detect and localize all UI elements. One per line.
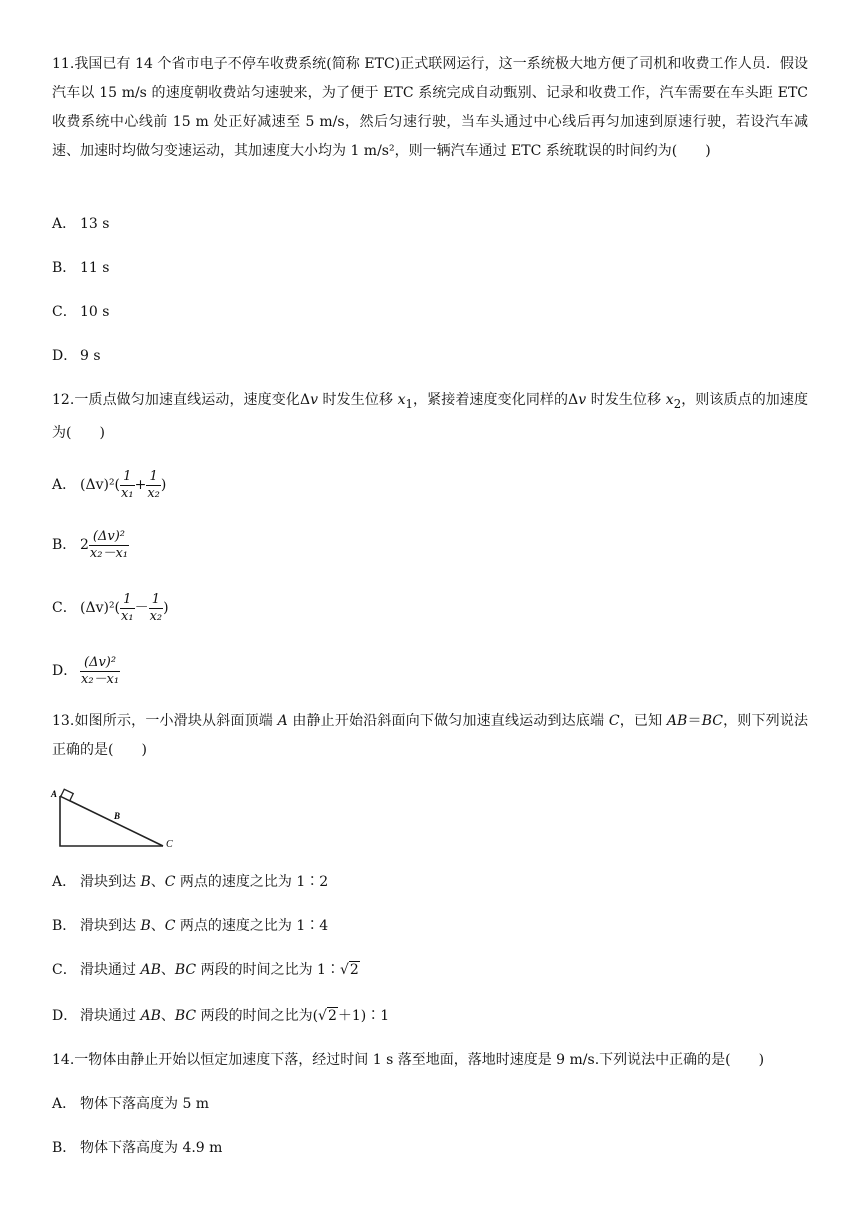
option-label: C． <box>52 600 77 617</box>
option-label: C． <box>52 304 77 320</box>
fraction <box>120 470 135 500</box>
option-label: B． <box>52 260 77 276</box>
option-text: 滑块通过 <box>80 962 141 978</box>
fraction-numerator: 1 <box>123 592 132 607</box>
stem-var-v: v <box>310 392 318 408</box>
question-12-option-a <box>52 470 166 500</box>
formula-operator: + <box>134 477 147 494</box>
option-text: 两点的速度之比为 1∶4 <box>175 918 329 934</box>
option-var: AB <box>140 1008 161 1024</box>
fraction-denominator: x₂ <box>149 608 163 624</box>
option-label: A． <box>52 477 77 494</box>
option-text: 物体下落高度为 4.9 m <box>80 1140 223 1156</box>
option-text: 、 <box>150 874 165 890</box>
question-11-option-b <box>52 257 109 279</box>
question-13-option-c <box>52 959 360 981</box>
option-text: 13 s <box>80 216 110 232</box>
stem-text: 12.一质点做匀加速直线运动，速度变化Δ <box>52 392 311 408</box>
radicand: 2 <box>349 962 359 978</box>
option-var: BC <box>174 1008 197 1024</box>
fraction-denominator: x₂ <box>147 485 160 501</box>
option-label: C． <box>52 962 77 978</box>
incline-figure <box>50 788 182 850</box>
question-11-option-d <box>52 345 101 367</box>
fraction-numerator: 1 <box>151 592 160 607</box>
fraction <box>149 593 164 623</box>
fraction <box>89 530 129 560</box>
option-text: 、 <box>160 962 175 978</box>
stem-text: 13.如图所示，一小滑块从斜面顶端 <box>52 713 278 729</box>
option-text: 滑块通过 <box>80 1008 141 1024</box>
stem-text: ，则该质点的加速度为( ) <box>52 392 809 441</box>
question-12-option-b <box>52 530 129 560</box>
option-var: AB <box>140 962 161 978</box>
slider-block <box>61 789 73 801</box>
stem-text: ，已知 <box>619 713 667 729</box>
formula-coefficient: 2 <box>80 537 89 554</box>
fraction-denominator: x₂－x₁ <box>81 671 120 687</box>
option-var: BC <box>174 962 197 978</box>
stem-segment-ab: AB <box>666 713 688 729</box>
question-13-stem <box>52 707 808 765</box>
question-11-option-a <box>52 213 109 235</box>
stem-segment-bc: BC <box>701 713 723 729</box>
option-text: 、 <box>160 1008 175 1024</box>
option-text: 10 s <box>80 304 110 320</box>
stem-point-a: A <box>277 713 288 729</box>
fraction-denominator: x₁ <box>121 608 134 624</box>
fraction-numerator: 1 <box>149 469 158 484</box>
option-text: 物体下落高度为 5 m <box>80 1096 210 1112</box>
figure-label-c: C <box>166 839 173 850</box>
question-11-stem: 11.我国已有 14 个省市电子不停车收费系统(简称 ETC)正式联网运行，这一系统极大地方便了司机和收费工作人员．假设汽车以 15 m/s 的速度朝收费站匀速驶来，为了便于 ETC 系统完成自动甄别、记录和收费工作，汽车需要在车头距 ETC 收费系统中心线前 15 m 处正好减速至 5 m/s，然后匀速行驶，当车头通过中心线后再匀加速到原速行驶，若设汽车减速、加速时均做匀变速运动，其加速度大小均为 1 m/s²，则一辆汽车通过 ETC 系统耽误的时间约为( ) <box>52 56 808 159</box>
option-label: D． <box>52 348 78 364</box>
fraction-numerator: (Δv)² <box>84 655 117 670</box>
radicand: 2 <box>327 1008 337 1024</box>
option-text: 两段的时间之比为( <box>196 1008 319 1024</box>
option-text: 11 s <box>80 260 110 276</box>
stem-sub: 1 <box>405 396 413 411</box>
fraction <box>80 656 120 686</box>
formula-prefix: (Δv)²( <box>80 477 121 494</box>
option-label: A． <box>52 216 77 232</box>
formula-operator: － <box>134 600 149 617</box>
question-13-option-b <box>52 915 328 937</box>
option-var: C <box>164 918 176 934</box>
stem-point-c: C <box>608 713 620 729</box>
sqrt-expression <box>340 959 360 981</box>
option-text: ＋1)∶1 <box>337 1008 390 1024</box>
figure-label-a: A <box>51 789 58 799</box>
stem-var-x2: x <box>665 392 674 408</box>
question-14-option-a <box>52 1093 209 1115</box>
option-text: 、 <box>150 918 165 934</box>
fraction <box>120 593 135 623</box>
stem-var-x1: x <box>397 392 406 408</box>
option-text: 两点的速度之比为 1∶2 <box>175 874 329 890</box>
question-12-option-c <box>52 593 169 623</box>
option-label: B． <box>52 918 77 934</box>
option-label: B． <box>52 1140 77 1156</box>
question-12-stem <box>52 386 808 448</box>
question-14-option-b <box>52 1137 222 1159</box>
option-text: 两段的时间之比为 1∶ <box>196 962 340 978</box>
option-text: 滑块到达 <box>80 874 141 890</box>
option-text: 滑块到达 <box>80 918 141 934</box>
option-text: 9 s <box>80 348 101 364</box>
formula-prefix: (Δv)²( <box>80 600 121 617</box>
option-var: B <box>140 874 151 890</box>
fraction-numerator: 1 <box>123 469 132 484</box>
stem-text: 时发生位移 <box>318 392 398 408</box>
option-label: A． <box>52 874 77 890</box>
option-label: B． <box>52 537 77 554</box>
stem-text: ，则下列说法正确的是( ) <box>52 713 809 758</box>
option-label: D． <box>52 663 78 680</box>
stem-equals: ＝ <box>687 713 702 729</box>
fraction-denominator: x₂－x₁ <box>89 545 129 561</box>
fraction-denominator: x₁ <box>121 485 134 501</box>
formula-suffix: ) <box>160 477 167 494</box>
stem-text: ，紧接着速度变化同样的Δ <box>412 392 579 408</box>
stem-text: 时发生位移 <box>586 392 666 408</box>
radical-sign-icon: √ <box>318 1008 327 1024</box>
question-11-option-c <box>52 301 109 323</box>
figure-label-b: B <box>114 811 121 821</box>
radical-sign-icon: √ <box>339 962 349 978</box>
option-label: A． <box>52 1096 77 1112</box>
option-label: D． <box>52 1008 78 1024</box>
question-14-stem: 14.一物体由静止开始以恒定加速度下落，经过时间 1 s 落至地面，落地时速度是 9 m/s.下列说法中正确的是( ) <box>52 1052 765 1068</box>
sqrt-expression <box>318 1005 338 1027</box>
fraction <box>146 470 161 500</box>
question-13-option-d <box>52 1005 389 1027</box>
question-13-option-a <box>52 871 328 893</box>
incline-slope <box>60 796 163 846</box>
option-var: B <box>140 918 151 934</box>
fraction-numerator: (Δv)² <box>92 529 126 544</box>
stem-text: 由静止开始沿斜面向下做匀加速直线运动到达底端 <box>287 713 609 729</box>
question-12-option-d <box>52 656 120 686</box>
stem-var-v: v <box>578 392 587 408</box>
stem-sub: 2 <box>673 396 682 411</box>
option-var: C <box>164 874 176 890</box>
formula-suffix: ) <box>163 600 169 617</box>
